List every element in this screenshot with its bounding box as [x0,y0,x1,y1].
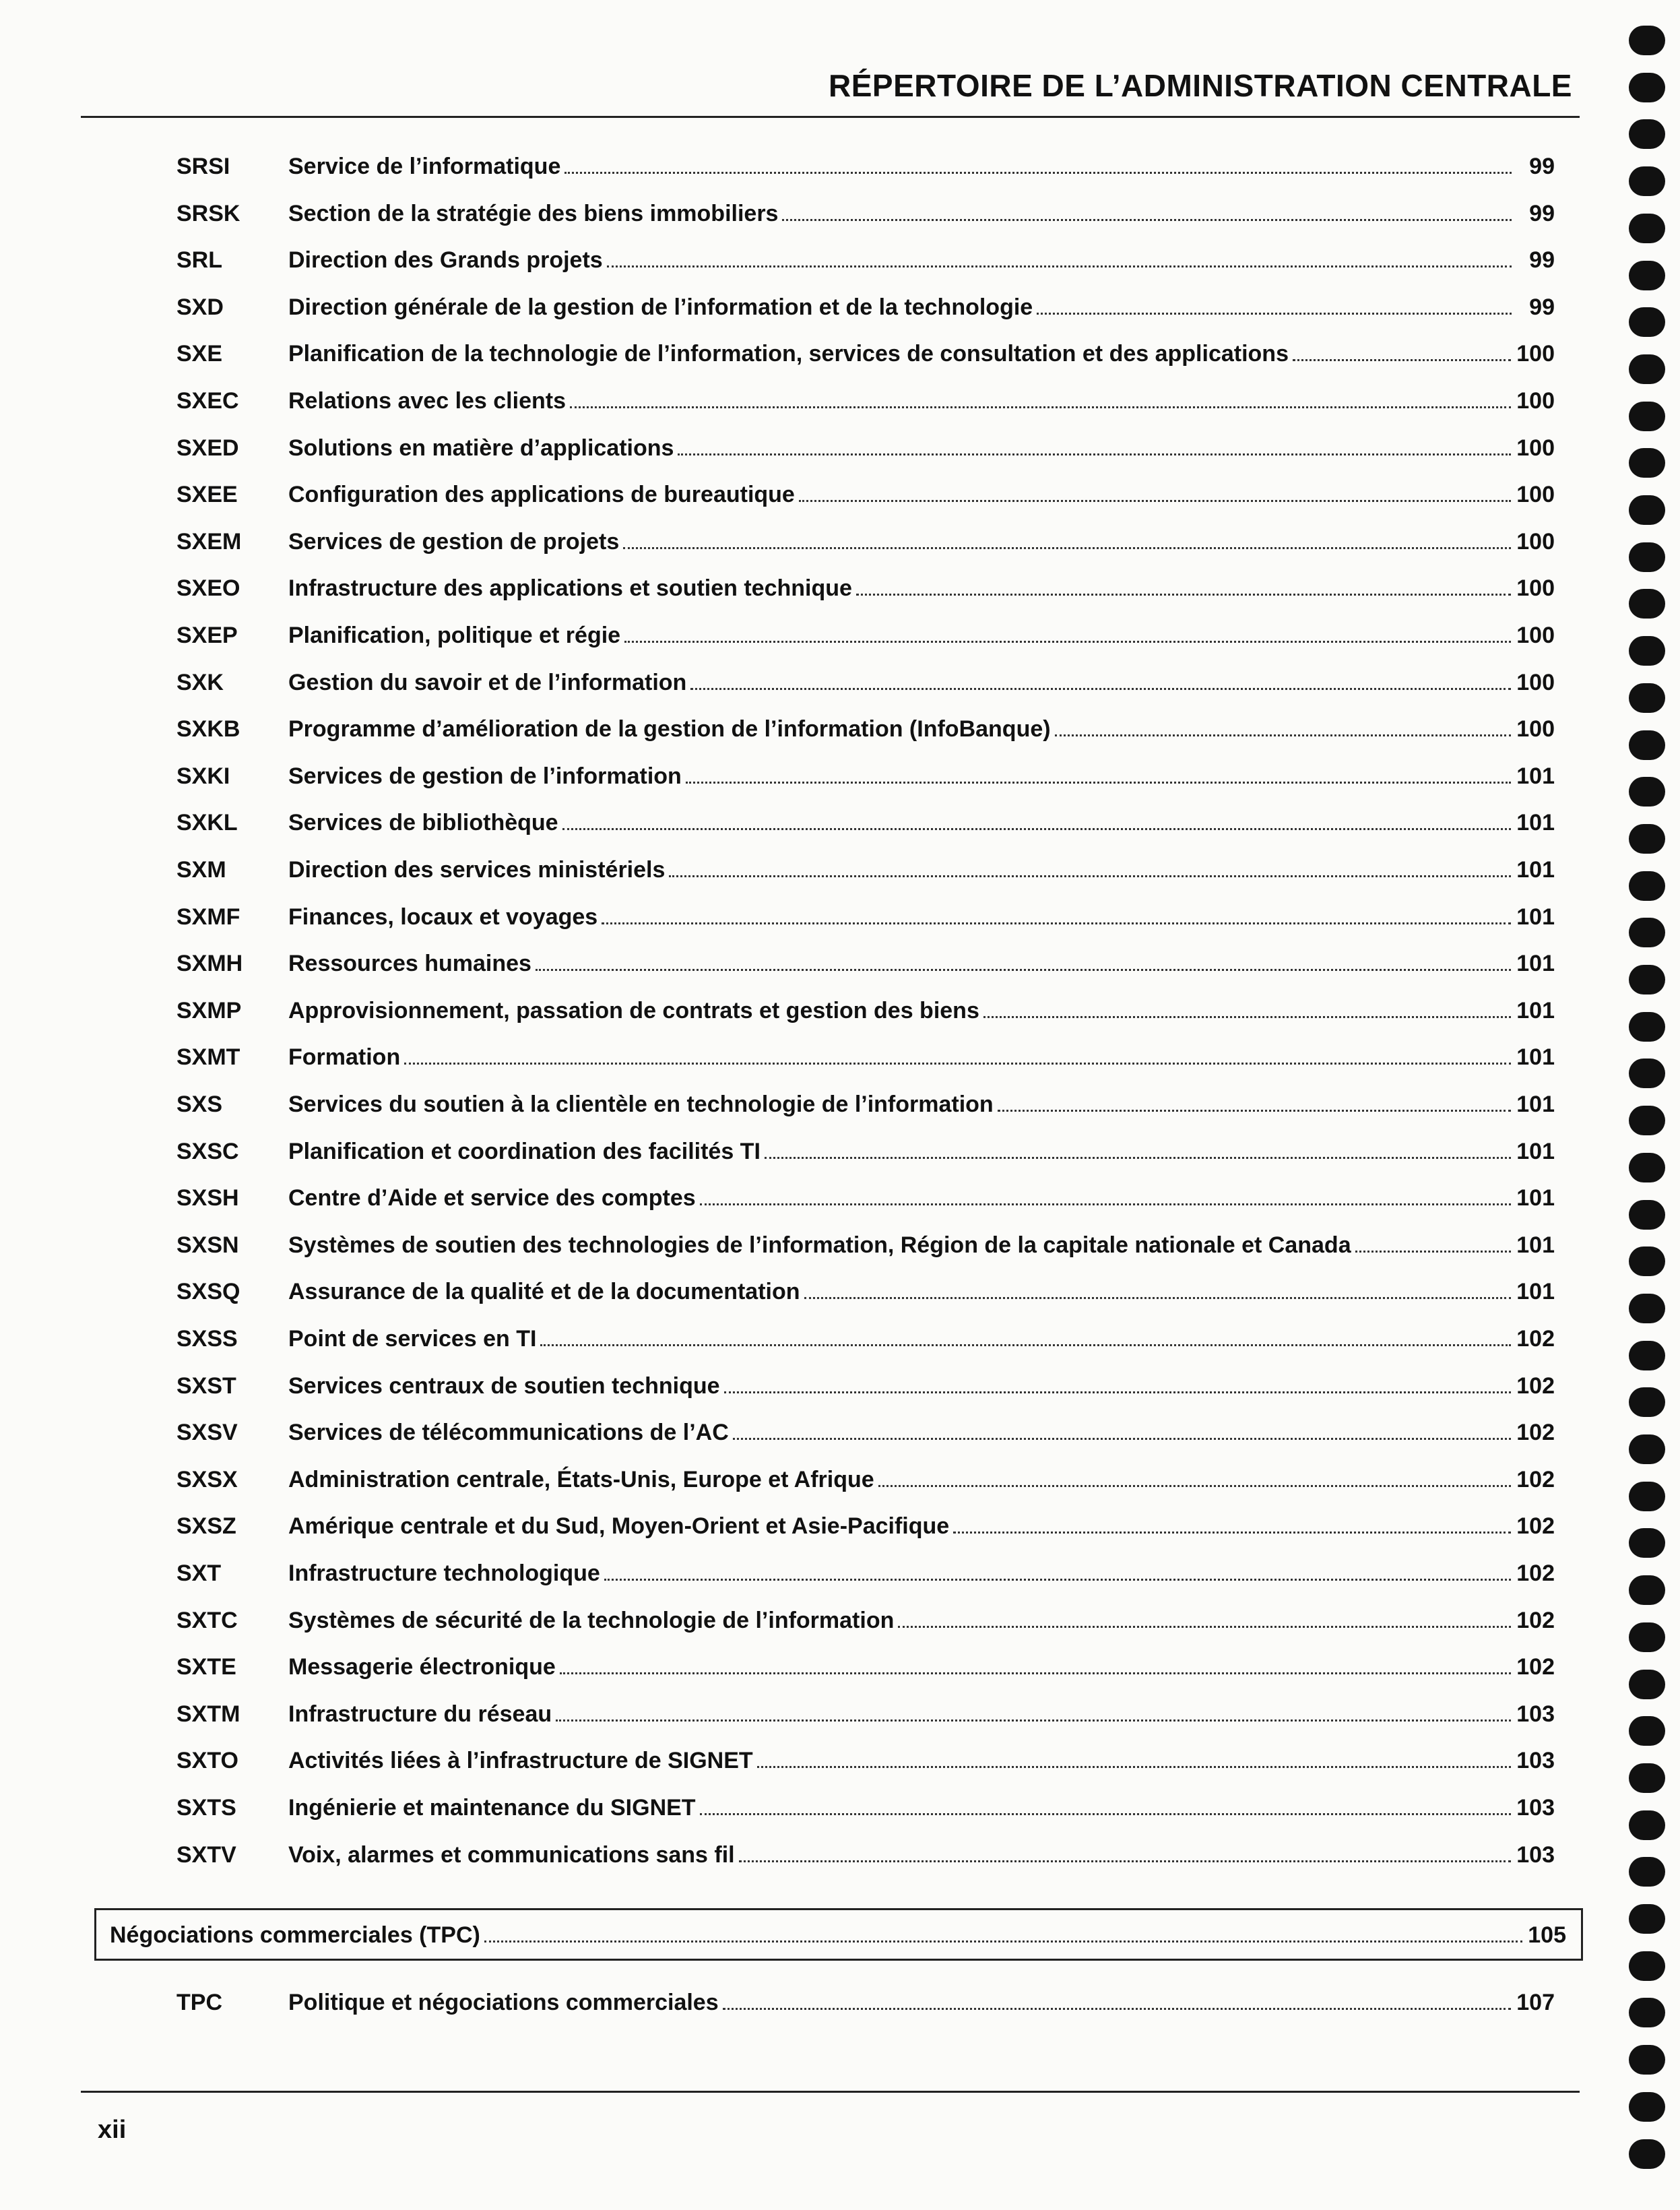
binding-hole [1629,1059,1665,1088]
toc-page: 101 [1516,1138,1555,1164]
toc-entry [288,529,1555,555]
toc-entry [288,1560,1555,1587]
toc-page: 100 [1516,482,1555,508]
toc-code: SXEO [176,575,240,602]
toc-label: Services de gestion de l’information [288,763,682,789]
binding-hole [1629,261,1665,290]
toc-label: Infrastructure des applications et soutien technique [288,575,852,602]
toc-code: SXMF [176,904,240,930]
dot-leader [1293,359,1511,361]
binding-hole [1629,307,1665,337]
toc-page: 102 [1516,1466,1555,1492]
toc-row [0,1548,1563,1596]
toc-page: 99 [1529,200,1555,226]
binding-hole [1629,683,1665,713]
toc-row [0,1127,1563,1174]
dot-leader [669,875,1511,877]
toc-entry [288,763,1555,790]
toc-page: 101 [1516,997,1555,1023]
binding-hole [1629,1012,1665,1042]
toc-code: SXEM [176,528,242,555]
toc-row [0,376,1563,423]
toc-code: SRL [176,247,222,274]
toc-page: 101 [1516,763,1555,789]
dot-leader [799,500,1511,502]
toc-label: Relations avec les clients [288,388,566,414]
toc-page: 101 [1516,810,1555,836]
toc-entry [288,1795,1555,1821]
binding-hole [1629,965,1665,995]
binding-hole [1629,918,1665,947]
toc-page: 100 [1516,623,1555,648]
toc-label: Administration centrale, États-Unis, Europe et Afrique [288,1466,874,1492]
toc-entry [288,1185,1555,1211]
dot-leader [739,1860,1512,1862]
binding-hole [1629,214,1665,243]
toc-page: 102 [1516,1654,1555,1680]
toc-entry [288,154,1555,180]
dot-leader [678,453,1511,455]
dot-leader [570,406,1511,408]
toc-page: 100 [1516,575,1555,602]
toc-code: SXTE [176,1654,236,1680]
toc-code: SXS [176,1092,223,1117]
binding-hole [1629,402,1665,431]
dot-leader [602,922,1511,924]
toc-label: Services de gestion de projets [288,528,620,555]
toc-row [0,470,1563,517]
dot-leader [757,1766,1512,1768]
dot-leader [690,688,1511,690]
toc-row [0,1689,1563,1736]
section-heading-box [94,1908,1583,1961]
dot-leader [765,1157,1511,1159]
dot-leader [898,1626,1511,1628]
toc-label: Formation [288,1044,401,1071]
binding-hole [1629,448,1665,478]
binding-hole [1629,1857,1665,1887]
toc-row [0,986,1563,1033]
toc-entry [288,341,1555,367]
toc-code: SXEC [176,388,239,414]
toc-row [0,610,1563,658]
toc-label: Services de bibliothèque [288,810,558,836]
toc-code: SXTS [176,1795,236,1821]
toc-label: Ressources humaines [288,951,531,977]
toc-entry [288,1232,1555,1259]
toc-page: 101 [1516,1232,1555,1258]
binding-hole [1629,354,1665,384]
toc-page: 102 [1516,1560,1555,1586]
toc-label: Programme d’amélioration de la gestion de l’information (InfoBanque) [288,716,1051,743]
binding-hole [1629,1153,1665,1182]
toc-label: Point de services en TI [288,1326,537,1352]
dot-leader [562,828,1512,830]
toc-row [0,563,1563,610]
binding-hole [1629,166,1665,196]
binding-hole [1629,1106,1665,1135]
toc-entry [288,1654,1555,1680]
binding-holes [1629,0,1669,2210]
toc-label: Services du soutien à la clientèle en technologie de l’information [288,1092,994,1117]
toc-page: 100 [1516,388,1555,414]
section-heading-page: 105 [1528,1922,1566,1948]
toc-entry [288,1608,1555,1634]
toc-entry [288,575,1555,602]
binding-hole [1629,1998,1665,2027]
toc-page: 103 [1516,1701,1555,1727]
binding-hole [1629,1387,1665,1417]
toc-page: 100 [1516,435,1555,461]
toc-code: SXE [176,341,223,367]
toc-code: SXTO [176,1748,238,1774]
toc-entry [288,294,1555,321]
toc-code: TPC [176,1990,222,2015]
toc-page: 99 [1529,154,1555,179]
toc-code: SXT [176,1560,222,1586]
toc-row [0,1314,1563,1361]
binding-hole [1629,495,1665,525]
toc-entry [288,810,1555,836]
dot-leader [804,1297,1512,1299]
dot-leader [1055,734,1512,736]
toc-page: 100 [1516,716,1555,743]
toc-code: SXSS [176,1326,238,1352]
binding-hole [1629,1763,1665,1793]
toc-code: SRSI [176,154,230,179]
toc-label: Services de télécommunications de l’AC [288,1420,729,1446]
toc-label: Messagerie électronique [288,1654,556,1680]
dot-leader [536,969,1511,971]
toc-row [0,845,1563,892]
toc-entry [288,1990,1555,2016]
toc-row [0,1079,1563,1127]
toc-code: SXTV [176,1841,236,1868]
toc-entry [288,1044,1555,1071]
toc-page: 102 [1516,1607,1555,1633]
toc-entry [288,1373,1555,1399]
toc-label: Voix, alarmes et communications sans fil [288,1841,735,1868]
dot-leader [983,1016,1511,1018]
toc-label: Amérique centrale et du Sud, Moyen-Orient et Asie-Pacifique [288,1513,950,1540]
toc-page: 102 [1516,1513,1555,1540]
toc-row [0,1032,1563,1079]
dot-leader [700,1813,1512,1815]
binding-hole [1629,1904,1665,1934]
toc-label: Planification et coordination des facilités TI [288,1138,761,1164]
toc-row [0,1361,1563,1408]
dot-leader [878,1485,1512,1487]
binding-hole [1629,1246,1665,1276]
toc-page: 101 [1516,1044,1555,1071]
toc-entry [288,1420,1555,1446]
toc-page: 107 [1516,1990,1555,2015]
toc-page: 101 [1516,1185,1555,1211]
toc-code: SXMT [176,1044,240,1071]
toc-page: 101 [1516,904,1555,930]
binding-hole [1629,636,1665,666]
binding-hole [1629,542,1665,572]
toc-entry [288,904,1555,930]
toc-entry [288,1092,1555,1118]
toc-row [0,1173,1563,1220]
dot-leader [540,1344,1511,1346]
toc-row [0,329,1563,376]
binding-hole [1629,1482,1665,1511]
toc-row [0,798,1563,845]
toc-code: SRSK [176,200,240,226]
toc-entry [288,1513,1555,1540]
toc-row [0,1455,1563,1502]
binding-hole [1629,26,1665,55]
toc-page: 99 [1529,294,1555,320]
toc-code: SXMP [176,997,242,1023]
toc-row [0,1267,1563,1314]
binding-hole [1629,1575,1665,1605]
toc-row [0,1642,1563,1689]
binding-hole [1629,2139,1665,2169]
toc-label: Ingénierie et maintenance du SIGNET [288,1795,696,1821]
toc-label: Systèmes de sécurité de la technologie de l’information [288,1607,895,1633]
binding-hole [1629,2045,1665,2075]
toc-code: SXSN [176,1232,239,1258]
toc-label: Systèmes de soutien des technologies de l’information, Région de la capitale nationale et Canada [288,1232,1351,1258]
toc-page: 100 [1516,341,1555,367]
toc-row [0,658,1563,705]
toc-entry [288,1842,1555,1868]
toc-entry [288,623,1555,649]
dot-leader [856,594,1511,596]
toc-entry [288,1326,1555,1352]
toc-row [0,1596,1563,1643]
toc-label: Approvisionnement, passation de contrats et gestion des biens [288,997,979,1023]
section-heading-entry [110,1922,1566,1949]
toc-entry [288,1279,1555,1305]
toc-row [0,939,1563,986]
toc-label: Planification, politique et régie [288,623,621,648]
toc-row [0,1501,1563,1548]
dot-leader [623,547,1511,549]
toc-entry [288,857,1555,883]
toc-row [0,1783,1563,1830]
toc-row [0,1736,1563,1783]
toc-row [0,1830,1563,1877]
toc-page: 101 [1516,951,1555,977]
toc-code: SXKI [176,763,230,789]
binding-hole [1629,1200,1665,1230]
toc-label: Service de l’informatique [288,154,561,179]
toc-page: 101 [1516,1279,1555,1305]
toc-entry [288,1701,1555,1728]
toc-label: Centre d’Aide et service des comptes [288,1185,696,1211]
toc-row [0,141,1563,189]
toc-row [0,235,1563,282]
toc-label: Solutions en matière d’applications [288,435,674,461]
binding-hole [1629,824,1665,854]
toc-code: SXST [176,1372,236,1399]
toc-code: SXMH [176,951,243,977]
binding-hole [1629,1810,1665,1840]
page-header-title: RÉPERTOIRE DE L’ADMINISTRATION CENTRALE [829,68,1572,103]
toc-label: Infrastructure technologique [288,1560,600,1586]
toc-page: 102 [1516,1326,1555,1352]
binding-hole [1629,1528,1665,1558]
toc-label: Politique et négociations commerciales [288,1990,719,2015]
binding-hole [1629,777,1665,807]
binding-hole [1629,1716,1665,1746]
toc-code: SXSZ [176,1513,236,1540]
toc-code: SXED [176,435,239,461]
toc-page: 101 [1516,1092,1555,1117]
binding-hole [1629,2092,1665,2122]
dot-leader [1037,313,1512,315]
toc-entry [288,435,1555,462]
toc-entry [288,201,1555,227]
binding-hole [1629,1434,1665,1464]
toc-label: Infrastructure du réseau [288,1701,552,1727]
binding-hole [1629,589,1665,619]
toc-row [0,704,1563,751]
toc-label: Direction des Grands projets [288,247,603,274]
dot-leader [1355,1251,1512,1253]
binding-hole [1629,730,1665,760]
binding-hole [1629,73,1665,102]
toc-code: SXKB [176,716,240,743]
toc-page: 102 [1516,1420,1555,1446]
dot-leader [723,2008,1512,2010]
toc-row [0,1220,1563,1267]
toc-entry [288,1139,1555,1165]
binding-hole [1629,871,1665,901]
binding-hole [1629,1341,1665,1370]
toc-row [0,751,1563,798]
toc-entry [288,998,1555,1024]
toc-code: SXSH [176,1185,239,1211]
dot-leader [998,1110,1512,1112]
toc-code: SXEP [176,623,238,648]
page-number: xii [98,2116,127,2144]
toc-row [0,423,1563,470]
toc-row [0,189,1563,236]
toc-entry [288,388,1555,414]
dot-leader [953,1532,1511,1534]
toc-page: 103 [1516,1748,1555,1774]
toc-entry [288,1467,1555,1493]
toc-entry [288,247,1555,274]
toc-entry [288,716,1555,743]
toc-label: Configuration des applications de bureautique [288,482,795,508]
toc-row [0,892,1563,939]
toc-code: SXSX [176,1466,238,1492]
toc-code: SXSQ [176,1279,240,1305]
toc-page: 100 [1516,528,1555,555]
toc-label: Finances, locaux et voyages [288,904,598,930]
section-heading-label: Négociations commerciales (TPC) [110,1922,480,1948]
dot-leader [724,1391,1512,1393]
toc-code: SXTC [176,1607,238,1633]
toc-entry [288,670,1555,696]
toc-code: SXD [176,294,224,320]
toc-code: SXSC [176,1138,239,1164]
toc-entry [288,951,1555,977]
dot-leader [484,1940,1522,1943]
toc-row [0,282,1563,329]
toc-row [0,1408,1563,1455]
dot-leader [686,782,1511,784]
toc-page: 100 [1516,669,1555,695]
binding-hole [1629,1294,1665,1323]
toc-code: SXEE [176,482,238,508]
toc-code: SXSV [176,1420,238,1446]
toc-row [0,1978,1563,2025]
dot-leader [556,1719,1511,1722]
toc-label: Services centraux de soutien technique [288,1372,720,1399]
dot-leader [564,172,1512,174]
dot-leader [733,1438,1511,1440]
toc-page: 101 [1516,857,1555,883]
binding-hole [1629,1951,1665,1981]
binding-hole [1629,1622,1665,1652]
footer-rule [81,2091,1580,2093]
toc-code: SXKL [176,810,238,836]
dot-leader [604,1579,1511,1581]
header-rule [81,116,1580,118]
dot-leader [782,219,1512,221]
dot-leader [404,1063,1511,1065]
toc-page: 103 [1516,1841,1555,1868]
toc-code: SXTM [176,1701,240,1727]
dot-leader [560,1672,1511,1674]
toc-label: Assurance de la qualité et de la documentation [288,1279,800,1305]
toc-entry [288,1748,1555,1774]
toc-page: 103 [1516,1795,1555,1821]
toc-label: Direction des services ministériels [288,857,666,883]
toc-entry [288,482,1555,508]
toc-page: 99 [1529,247,1555,274]
toc-code: SXM [176,857,226,883]
toc-label: Activités liées à l’infrastructure de SIGNET [288,1748,753,1774]
toc-label: Gestion du savoir et de l’information [288,669,687,695]
binding-hole [1629,1670,1665,1699]
toc-label: Direction générale de la gestion de l’information et de la technologie [288,294,1033,320]
dot-leader [624,641,1511,643]
toc-label: Planification de la technologie de l’information, services de consultation et des applications [288,341,1289,367]
toc-row [0,517,1563,564]
toc-label: Section de la stratégie des biens immobiliers [288,200,779,226]
toc-code: SXK [176,669,224,695]
dot-leader [607,265,1512,267]
toc-page: 102 [1516,1372,1555,1399]
dot-leader [700,1203,1512,1205]
binding-hole [1629,119,1665,149]
